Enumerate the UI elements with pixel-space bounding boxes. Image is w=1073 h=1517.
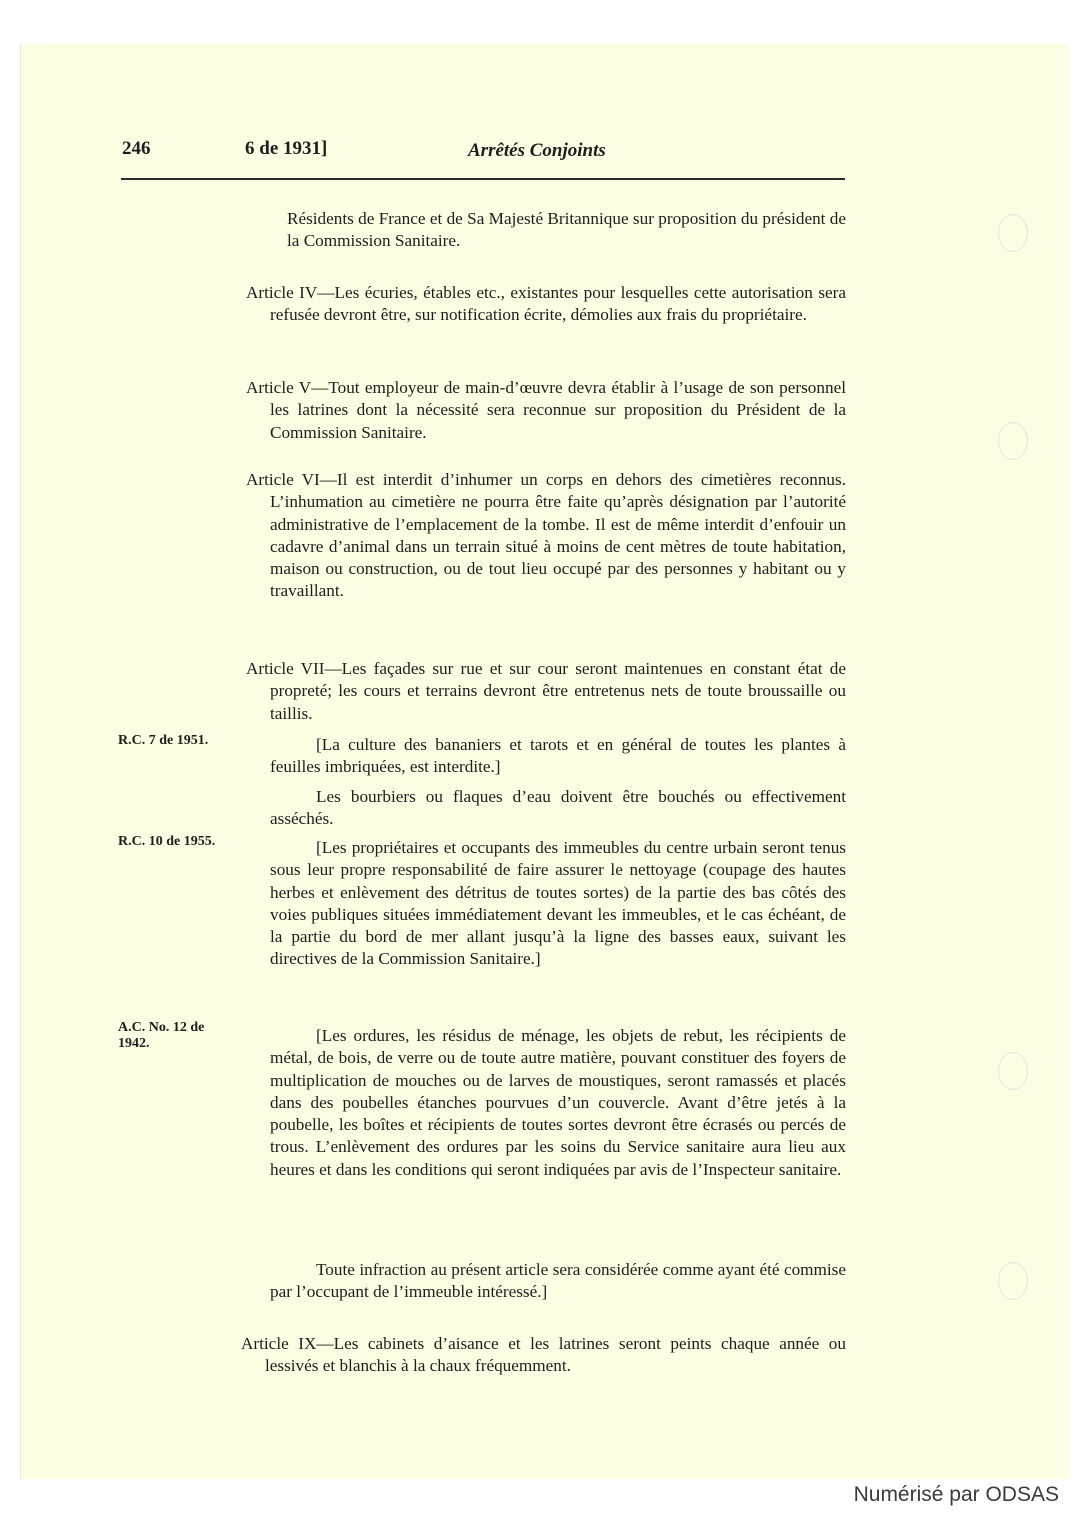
article-vii-paragraph: Les bourbiers ou flaques d’eau doivent être bouchés ou effectivement asséchés. — [270, 787, 846, 829]
header-reference: 6 de 1931] — [245, 138, 328, 159]
digitization-credit: Numérisé par ODSAS — [853, 1483, 1059, 1506]
article-vii: Article VII—Les façades sur rue et sur cour seront maintenues en constant état de propreté; les cours et terrains devront être entretenus nets de toute broussaille ou taillis. — [246, 659, 846, 723]
binder-hole — [998, 1262, 1028, 1300]
binder-hole — [998, 1052, 1028, 1090]
article-vii-paragraph: [Les propriétaires et occupants des immeubles du centre urbain seront tenus sous leur propre responsabilité de faire assurer le nettoyage (coupage des hautes herbes et enlèvement des détritus de toutes sortes) de la partie des bas côtés des voies publiques situées immédiatement devant les immeubles, et le cas échéant, de la partie du bord de mer allant jusqu’à la ligne des basses eaux, suivant les directives de la Commission Sanitaire.] — [270, 838, 846, 969]
article-v: Article V—Tout employeur de main-d’œuvre devra établir à l’usage de son personnel les latrines dont la nécessité sera reconnue sur proposition du Président de la Commission Sanitaire. — [246, 378, 846, 442]
article-vii-paragraph: [La culture des bananiers et tarots et en général de toutes les plantes à feuilles imbriquées, est interdite.] — [270, 735, 846, 777]
article-vii-paragraph: Toute infraction au présent article sera considérée comme ayant été commise par l’occupant de l’immeuble intéressé.] — [270, 1260, 846, 1302]
article-vi: Article VI—Il est interdit d’inhumer un corps en dehors des cimetières reconnus. L’inhumation au cimetière ne pourra être faite qu’après désignation par l’autorité administrative de l’emplacement de la tombe. Il est de même interdit d’enfouir un cadavre d’animal dans un terrain situé à moins de cent mètres de toute habitation, maison ou construction, ou de tout lieu occupé par des personnes y habitant ou y travaillant. — [246, 470, 846, 601]
margin-note: A.C. No. 12 de 1942. — [118, 1020, 205, 1051]
running-header — [0, 138, 1073, 168]
margin-note: R.C. 10 de 1955. — [118, 834, 216, 849]
page-number: 246 — [122, 138, 151, 159]
header-title: Arrêtés Conjoints — [468, 140, 606, 161]
continuation-paragraph: Résidents de France et de Sa Majesté Britannique sur proposition du président de la Commission Sanitaire. — [287, 209, 846, 251]
binder-hole — [998, 214, 1028, 252]
article-iv: Article IV—Les écuries, étables etc., existantes pour lesquelles cette autorisation sera refusée devront être, sur notification écrite, démolies aux frais du propriétaire. — [246, 283, 846, 325]
header-rule — [121, 178, 845, 180]
binder-hole — [998, 422, 1028, 460]
article-ix: Article IX—Les cabinets d’aisance et les latrines seront peints chaque année ou lessivés et blanchis à la chaux fréquemment. — [241, 1334, 846, 1376]
article-vii-paragraph: [Les ordures, les résidus de ménage, les objets de rebut, les récipients de métal, de bois, de verre ou de toute autre matière, pouvant constituer des foyers de multiplication de mouches ou de larves de moustiques, seront ramassés et placés dans des poubelles étanches pourvues d’un couvercle. Avant d’être jetés à la poubelle, les boîtes et récipients de toutes sortes devront être écrasés ou percés de trous. L’enlèvement des ordures par les soins du Service sanitaire aura lieu aux heures et dans les conditions qui seront indiquées par avis de l’Inspecteur sanitaire. — [270, 1026, 846, 1179]
margin-note: R.C. 7 de 1951. — [118, 733, 209, 748]
